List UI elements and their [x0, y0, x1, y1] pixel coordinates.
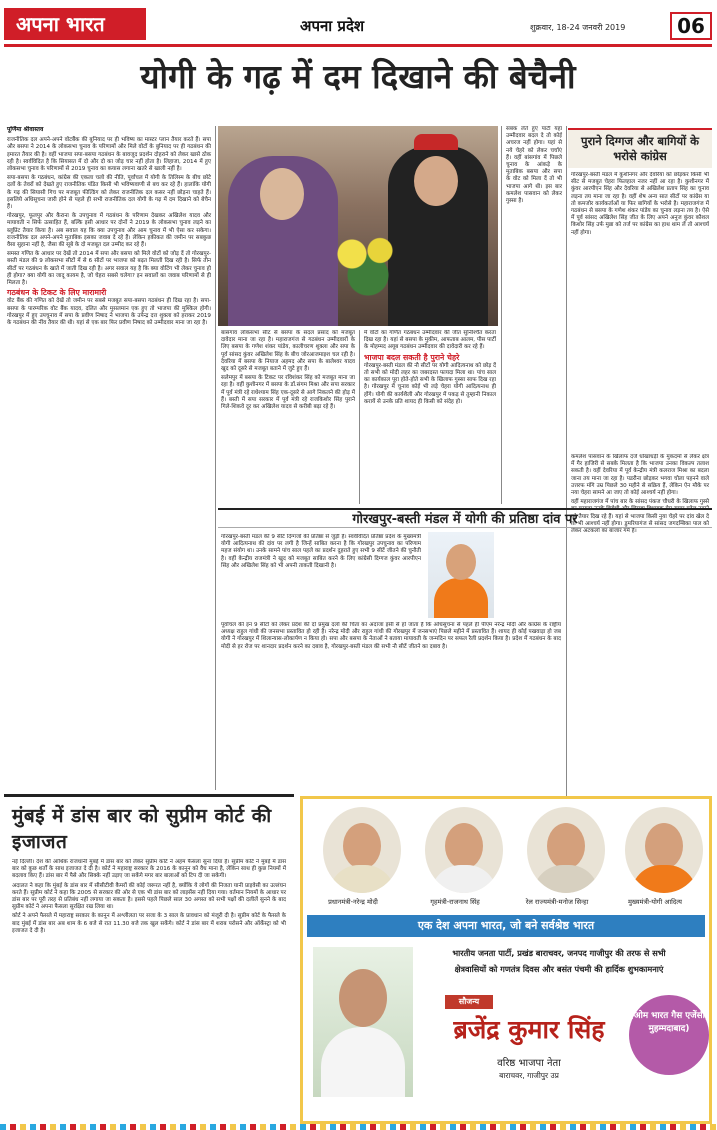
lead-photo	[218, 126, 498, 326]
leader-portrait	[625, 807, 703, 893]
subheading: भाजपा बदल सकती है पुराने चेहरे	[364, 352, 460, 362]
lead-column-1	[4, 126, 214, 790]
red-cap-icon	[414, 134, 458, 150]
sponsor-name: ब्रजेंद्र कुमार सिंह	[453, 1015, 605, 1044]
color-registration-strip	[0, 1124, 717, 1130]
brand-logo: अपना भारत	[4, 8, 146, 40]
story-intro	[218, 534, 424, 620]
leader-caption: मुख्यमंत्री-योगी आदित्य	[627, 898, 683, 906]
leader-portrait	[527, 807, 605, 893]
advertisement	[300, 796, 712, 1124]
courtesy-badge: सौजन्य	[445, 995, 493, 1009]
column-divider	[215, 126, 216, 790]
paragraph: समस्त गणित के आधार पर देखें तो 2014 में सपा और बसपा को मिले वोटों को जोड़ दें तो गोरखपुर-बस्ती मंडल की 9 लोकसभा सीटों में से 6 सीटों पर भाजपा को बढ़त मिलती दिख रही है। सिर्फ तीन सीटों पर गठबंधन के खाते में जाती दिख रही है। अगर सवाल यह है कि क्या वोटिंग भी लेकर चुनाव हो ही होगा? क्या योगी का जादू कायम है, जो चेहरा सबसे चलेगा? इन सवालों का जवाब परिणामों से ही मिलता है।	[7, 251, 211, 287]
paragraph: नई दिल्ली। देश की आर्थिक राजधानी मुंबई में डांस बार को लेकर सुप्रीम कोर्ट ने अहम फैसला सुना दिया है। सुप्रीम कोर्ट ने मुंबई में डांस बार को कुछ शर्तों के साथ इजाजत दे दी है। कोर्ट ने महाराष्ट्र सरकार के 2016 के कानून को वैध माना है, लेकिन साथ ही कुछ नियमों में बदलाव किए हैं। डांस बार में पैसे और सिक्के नहीं उड़ाए जा सकेंगे मगर बार बालाओं को टिप दी जा सकेगी।	[12, 859, 286, 880]
column-divider	[359, 330, 360, 504]
ad-slogan-band: एक देश अपना भारत, जो बने सर्वश्रेष्ठ भारत	[307, 915, 705, 937]
person-figure	[228, 156, 338, 326]
story-headline: गोरखपुर-बस्ती मंडल में योगी की प्रतिष्ठा दांव पर	[218, 508, 712, 528]
paragraph: सपा-बसपा के गठबंधन, कांग्रेस की एकला चलो की नीति, पूर्वांचल में योगी के तिलिस्म के बीच छोटे दलों के तेवरों को देखते हुए राजनीतिक पंडित किसी भी भविष्यवाणी से बच कर रहे हैं। हालांकि योगी के गढ़ की सियासी गिच पर मजबूत फील्डिंग को लेकर राजनीतिक दल कसर नहीं छोड़ना चाहते हैं। इसलिये अधिसूचना जारी होने से पहले ही सभी राजनीतिक दल योगी के गढ़ में दम दिखाने को बेचैन हैं।	[7, 175, 211, 211]
column-divider	[501, 126, 502, 504]
face-icon	[446, 544, 476, 580]
subheading: गठबंधन के टिकट के लिए मारामारी	[7, 288, 107, 298]
sponsor-photo	[313, 947, 413, 1097]
paragraph: राजनीतिक दल अपने-अपने वोटबैंक की बुनियाद पर ही भविष्य का मास्टर प्लान तैयार करते हैं। सपा और बसपा ने 2014 के लोकसभा चुनाव के परिणामों और मिले वोटों के बुनियाद पर ही गठबंधन की इमारत तैयार की है। वहीं भाजपा सपा-बसपा गठबंधन के बावजूद प्रदर्शन दोहराने को लेकर खासे ठोक रही है। स्वर्वविदित है कि सियासत में दो और दो का जोड़ चार नहीं होता है। लिहाजा, 2014 में हुए लोकसभा चुनाव के परिणामों से 2019 चुनाव का कयास लगाना खतरे से खाली नहीं है।	[7, 137, 211, 173]
paragraph: में वोटों का गणित गठबंधन उम्मीदवार की जीत सुनिश्चित करता दिख रहा है। यहां से बसपा के मुकीम, आफताब आलम, पीस पार्टी के मोहम्मद अयूब गठबंधन उम्मीदवार की दावेदारी कर रहे हैं।	[364, 330, 496, 351]
leader-caption: गृहमंत्री-राजनाथ सिंह	[430, 898, 480, 906]
bouquet-icon	[328, 226, 408, 296]
masthead	[0, 0, 717, 44]
paragraph: बांसगांव लोकसभा सीट से बसपा के सदल प्रसाद को मजबूत दावेदार माना जा रहा है। महाराजगंज से गठबंधन उम्मीदवारों के लिए बसपा के गणेश शंकर पांडेय, कालीचरण शुक्ला और सपा के पूर्व सांसद कुंवर अखिलेश सिंह के बीच जोरआजमाइश चल रही है। देवरिया में बसपा के नियाज अहमद और सपा के बालेश्वर यादव खुद को दूसरे से मजबूत बताने में जुटे हुए हैं।	[221, 330, 355, 373]
paragraph: कमलेश पासवान के खिलाफ दर्ज धोखाधड़ी के मुकदमों से लेकर क्षेत्र में गैर हाजिरी से सबके मिलता है कि भाजपा उनका विकल्प तलाश सकती है। वहीं देवरिया में पूर्व केन्द्रीय मंत्री कलराज मिश्रा का बदला जाना तय माना जा रहा है। पडरौना छोड़कर भगवा चोला पहनने वाले उत्तरफ मंगि उम्र पिछले 30 महीने से सक्रिय हैं, लेकिन ऐन मौके पर नया चेहरा सामने आ जाए तो कोई आश्चर्य नहीं होगा।	[571, 454, 709, 497]
leader-caption: प्रधानमंत्री-नरेन्द्र मोदी	[328, 898, 378, 906]
page-number: 06	[670, 12, 712, 40]
sidebar-title: पुराने दिग्गज और बागियों के भरोसे कांग्रेस	[568, 128, 712, 168]
paragraph: गोरखपुर-बस्ती मंडल की 9 सीटें दिग्गजों की प्रतिष्ठा से जुड़ी हैं। स्वर्वविदित प्रतिष्ठा प्रदेश के मुख्यमंत्री योगी आदित्यनाथ की दांव पर लगी है जिन्हें साबित करना है कि गोरखपुर उपचुनाव का परिणाम महज संयोग था। उनके सामने पांच साल पहले का प्रदर्शन दुहराते हुए सभी 9 सीटें जीतने की चुनौती है। वहीं केन्द्रीय राजमंत्री ने खुद को मजबूत साबित करने के लिए कांग्रेसी दिग्गज कुंवर आरपीएन सिंह और अखिलेश सिंह को भी अपनी ताकती दिखानी है।	[221, 534, 421, 569]
sidebar-body	[568, 172, 712, 442]
ad-greeting-line: क्षेत्रवासियों को गणतंत्र दिवस और बसंत पंचमी की हार्दिक शुभकामनाएं	[454, 964, 664, 974]
lead-column-5	[568, 454, 712, 790]
lead-column-3	[361, 330, 499, 504]
story-headline: मुंबई में डांस बार को सुप्रीम कोर्ट की इजाजत	[12, 805, 272, 853]
issue-date: शुक्रवार, 18-24 जनवरी 2019	[530, 23, 626, 32]
portrait-photo	[428, 532, 494, 618]
paragraph: वहीं महाराजगंज में पांच बार के सांसद पंकज चौधरी के खिलाफ गुस्से का फायदा उनके विरोधी और सिसवा विधायक प्रेम सागर पटेल उठाने को तैयार दिख रहे हैं। यहां से भाजपा किसी नुया चेहरे पर दांव खेल दे तो भी आश्चर्य नहीं होगा। डुमरियागंज से सांसद जगदम्बिका पाल को लेकर अटकलों का बाजार गर्म है।	[571, 499, 709, 535]
paragraph: गोरखपुर-बस्ती मंडल में कुशीनगर और देवरिया को छोड़कर किसी भी सीट से मजबूत चेहरा फिलहाल नजर नहीं आ रहा है। कुशीनगर में कुंवर आरपीएन सिंह और देवरिया से अखिलेश प्रताप सिंह का चुनाव लड़ना तय माना जा रहा है। वहीं शेष अन्य सात सीटों पर कांग्रेस या तो कमजोर कार्यकर्ताओं या फिर बागियों के भरोसे है। महाराजगंज में गठबंधन से बसपा के गणेश शंकर पांडेय का चुनाव लड़ना तय है। ऐसे में पूर्व सांसद अखिलेश सिंह जीत के लिए अपने अनुज कुंवर कौशल किशोर सिंह उर्फ मुन्ना को तर्ज पर कांग्रेस का हाथ थाम लें तो आश्चर्य नहीं होगा।	[571, 172, 709, 236]
paragraph: सबक लेते हुए पार्टी यहां उम्मीदवार बदल दे तो कोई अचरज नहीं होगा। यहां से नये चेहरे को लेकर चर्चाएं हैं। वहीं बांसगांव में पिछले चुनाव के आंकड़े के मुताबिक बसपा और सपा के वोट को मिला दें तो भी भाजपा आगे थी। इस बार कमलेश पासवान को लेकर गुस्सा है।	[506, 126, 562, 205]
lead-column-2	[218, 330, 358, 504]
leader-caption: रेल राज्यमंत्री-मनोज सिन्हा	[525, 898, 589, 906]
story-body	[4, 859, 294, 1121]
header-rule	[4, 44, 712, 47]
dance-bar-story	[4, 794, 294, 1124]
agency-stamp: (ओम भारत गैस एजेंसी, मुहम्मदाबाद)	[629, 995, 709, 1075]
main-headline: योगी के गढ़ में दम दिखाने की बेचैनी	[140, 57, 576, 96]
leader-portrait	[425, 807, 503, 893]
sidebar-congress	[568, 128, 712, 450]
ad-greeting-line: भारतीय जनता पार्टी, प्रखंड बाराचवर, जनपद गाजीपुर की तरफ से सभी	[452, 948, 666, 958]
paragraph: पूर्वांचल की इन 9 सीटों को लेकर प्रदेश की दो प्रमुख दलों की चिंता का अंदाजा इसी से हो जाता है कि अधिसूचना से पहले ही पीएम नरेन्द्र मोदी और कांग्रेस के राष्ट्रीय अध्यक्ष राहुल गांधी की जनसभा प्रस्तावित हो रही है। नरेन्द्र मोदी और राहुल गांधी की गोरखपुर में जनसभाएं पिछले महीने में प्रस्तावित हैं। शायद ही कोई पखवाड़ा हो जब योगी ने गोरखपुर में शिलान्यास-लोकार्पण न किया हो। सपा और बसपा के नेताओं ने बताया मायावती के जन्मदिन पर सफल रैली प्रदर्शन किया है। प्रदेश में गठबंधन के बाद मोदी से हर रोज पर शानदार प्रदर्शन करने का दबाव है, गोरखपुर-बस्ती मंडल की सभी नौ सीटें जीतने का दबाव है।	[221, 622, 561, 650]
paragraph: वोट बैंक की गणित को देखें तो जमीन पर सबसे मजबूत सपा-बसपा गठबंधन ही दिख रहा है। सपा-बसपा के पारम्परिक वोट बैंक यादव, दलित और मुसलमान एक हुए तो भाजपा की मुश्किल होगी। गोरखपुर में हुए उपचुनाव में सपा के प्रवीण निषाद ने भाजपा के उपेन्द्र दत्त शुक्ला को हराकर 2019 के गठबंधन की नींव तैयार की थी। यहां से एक बार फिर प्रवीण निषाद को उम्मीदवार माना जा रहा है।	[7, 298, 211, 327]
lead-column-4	[503, 126, 565, 504]
section-title: अपना प्रदेश	[300, 17, 365, 35]
story-body	[218, 622, 564, 788]
leader-portrait	[323, 807, 401, 893]
byline: पूर्णिमा श्रीवास्तव	[7, 126, 44, 133]
paragraph: गोरखपुर, फूलपुर और कैराना के उपचुनाव में गठबंधन के परिणाम देखकर अखिलेश यादव और मायावती न सिर्फ उत्साहित हैं, बल्कि इसी आधार पर दोनों ने 2019 के लोकसभा चुनाव लड़ने का ब्लूप्रिंट तैयार किया है। अब सवाल यह कि क्या उपचुनाव और आम चुनाव में भी ऐसा कर सकेगा। राजनीतिक दल अपने-अपने मुताबिक इसका जवाब दे रहे हैं। लेकिन हकीकत की जमीन पर सबकुछ वैसा सुहाना नहीं है, जैसा की सूबे के दो मजबूत दल उम्मीद कर रहे हैं।	[7, 213, 211, 249]
paragraph: अदालत ने कहा कि मुंबई के डांस बार में सीसीटीवी कैमरों की कोई जरूरत नहीं है, क्योंकि ये लोगों की निजता यानी प्राइवेसी का उल्लंघन करते हैं। सुप्रीम कोर्ट ने कहा कि 2005 से सरकार की ओर से एक भी डांस बार को लाइसेंस नहीं दिया गया। वर्तमान नियमों के आधार पर डांस बार पर पूरी तरह से प्रतिबंध नहीं लगाया जा सकता है। इससे पहले पिछले साल 30 अगस्त को सभी पक्षों की दलीलें सुनने के बाद सुप्रीम कोर्ट ने अपना फैसला सुरक्षित रख लिया था।	[12, 882, 286, 911]
paragraph: सलेमपुर में बसपा के टिकट पर रविशंकर सिंह को मजबूत माना जा रहा है। वहीं कुशीनगर में बसपा के डॉ.संगम मिश्रा और सपा सरकार में पूर्व मंत्री रहे राधेश्याम सिंह एक-दूसरे से आगे निकलने की होड़ में हैं। बस्ती में सपा सरकार में पूर्व मंत्री रहे राजकिशोर सिंह पुराने गिले-शिकवे दूर कर अखिलेश यादव से करीबी बढ़ा रहे हैं।	[221, 375, 355, 411]
paragraph: कोर्ट ने अपने फैसले में महाराष्ट्र सरकार के कानून में अश्लीलता पर सजा के 3 साल के प्रावधान को मंजूरी दी है। सुप्रीम कोर्ट के फैसले के बाद मुंबई में डांस बार अब शाम के 6 बजे से रात 11.30 बजे तक खुल सकेंगे। कोर्ट ने डांस बार में शराब परोसने और ऑर्केस्ट्रा को भी इजाजत दे दी है।	[12, 913, 286, 934]
saffron-robe-icon	[434, 578, 488, 618]
sponsor-place: बाराचवर, गाजीपुर उप्र	[499, 1071, 559, 1080]
paragraph: गोरखपुर-बस्ती मंडल की नौ सीटों पर योगी आदित्यनाथ को छोड़ दें तो सभी को मोदी लहर का जबरदस्त फायदा मिला था। पांच साल का कार्यकाल पूरा होते-होते सभी के खिलाफ गुस्सा साफ दिख रहा है। गोरखपुर में चुनाव कोई भी लड़े चेहरा योगी आदित्यनाथ ही होंगे। योगी की कार्यशैली और गोरखपुर में पकड़ से तुम्हानी निकाल करायें से उनके प्रति शायद ही किसी को संदेह हो।	[364, 362, 496, 405]
sponsor-designation: वरिष्ठ भाजपा नेता	[497, 1058, 561, 1069]
